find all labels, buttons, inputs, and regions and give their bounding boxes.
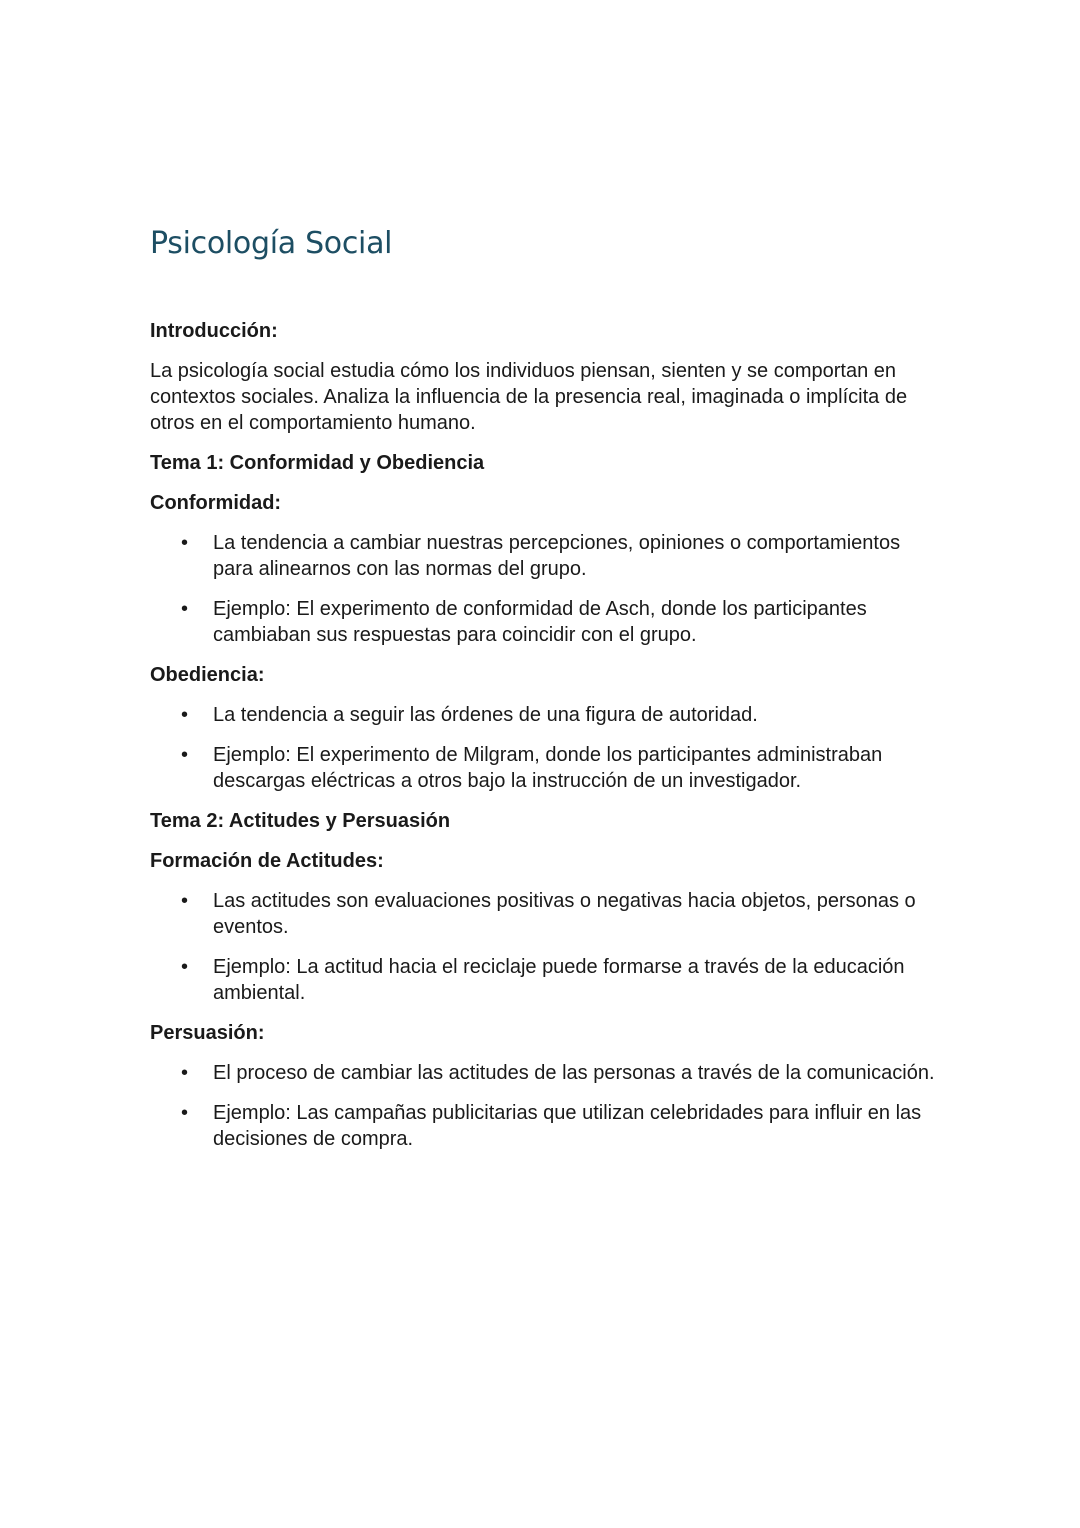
list-item bbox=[150, 530, 940, 582]
list-item-text: Ejemplo: Las campañas publicitarias que utilizan celebridades para influir en las decisiones de compra. bbox=[213, 1102, 922, 1150]
list-item bbox=[150, 702, 940, 728]
list-item bbox=[150, 1100, 940, 1152]
list-item-text: El proceso de cambiar las actitudes de las personas a través de la comunicación. bbox=[213, 1062, 935, 1084]
document-page bbox=[150, 222, 940, 1166]
bullet-icon: • bbox=[181, 890, 189, 912]
list-item-text: Las actitudes son evaluaciones positivas o negativas hacia objetos, personas o eventos. bbox=[213, 890, 916, 938]
bullet-icon: • bbox=[181, 1102, 189, 1124]
tema2-heading: Tema 2: Actitudes y Persuasión bbox=[150, 810, 451, 832]
persuasion-list bbox=[150, 1060, 940, 1152]
formacion-heading: Formación de Actitudes: bbox=[150, 850, 384, 872]
obediencia-list bbox=[150, 702, 940, 794]
persuasion-heading: Persuasión: bbox=[150, 1022, 265, 1044]
bullet-icon: • bbox=[181, 956, 189, 978]
conformidad-heading: Conformidad: bbox=[150, 492, 282, 514]
list-item-text: La tendencia a cambiar nuestras percepciones, opiniones o comportamientos para alinearnos con las normas del grupo. bbox=[213, 532, 901, 580]
list-item-text: Ejemplo: El experimento de Milgram, donde los participantes administraban descargas eléctricas a otros bajo la instrucción de un investigador. bbox=[213, 744, 883, 792]
bullet-icon: • bbox=[181, 598, 189, 620]
list-item bbox=[150, 954, 940, 1006]
list-item-text: Ejemplo: El experimento de conformidad de Asch, donde los participantes cambiaban sus respuestas para coincidir con el grupo. bbox=[213, 598, 867, 646]
list-item bbox=[150, 1060, 940, 1086]
bullet-icon: • bbox=[181, 704, 189, 726]
list-item bbox=[150, 596, 940, 648]
list-item bbox=[150, 888, 940, 940]
document-title: Psicología Social bbox=[150, 226, 393, 261]
list-item-text: Ejemplo: La actitud hacia el reciclaje puede formarse a través de la educación ambiental. bbox=[213, 956, 905, 1004]
list-item-text: La tendencia a seguir las órdenes de una figura de autoridad. bbox=[213, 704, 758, 726]
formacion-list bbox=[150, 888, 940, 1006]
list-item bbox=[150, 742, 940, 794]
intro-paragraph: La psicología social estudia cómo los individuos piensan, sienten y se comportan en contextos sociales. Analiza la influencia de la presencia real, imaginada o implícita de otros en el comportamiento humano. bbox=[150, 360, 908, 434]
bullet-icon: • bbox=[181, 744, 189, 766]
conformidad-list bbox=[150, 530, 940, 648]
obediencia-heading: Obediencia: bbox=[150, 664, 265, 686]
bullet-icon: • bbox=[181, 1062, 189, 1084]
bullet-icon: • bbox=[181, 532, 189, 554]
tema1-heading: Tema 1: Conformidad y Obediencia bbox=[150, 452, 485, 474]
intro-heading: Introducción: bbox=[150, 320, 278, 342]
